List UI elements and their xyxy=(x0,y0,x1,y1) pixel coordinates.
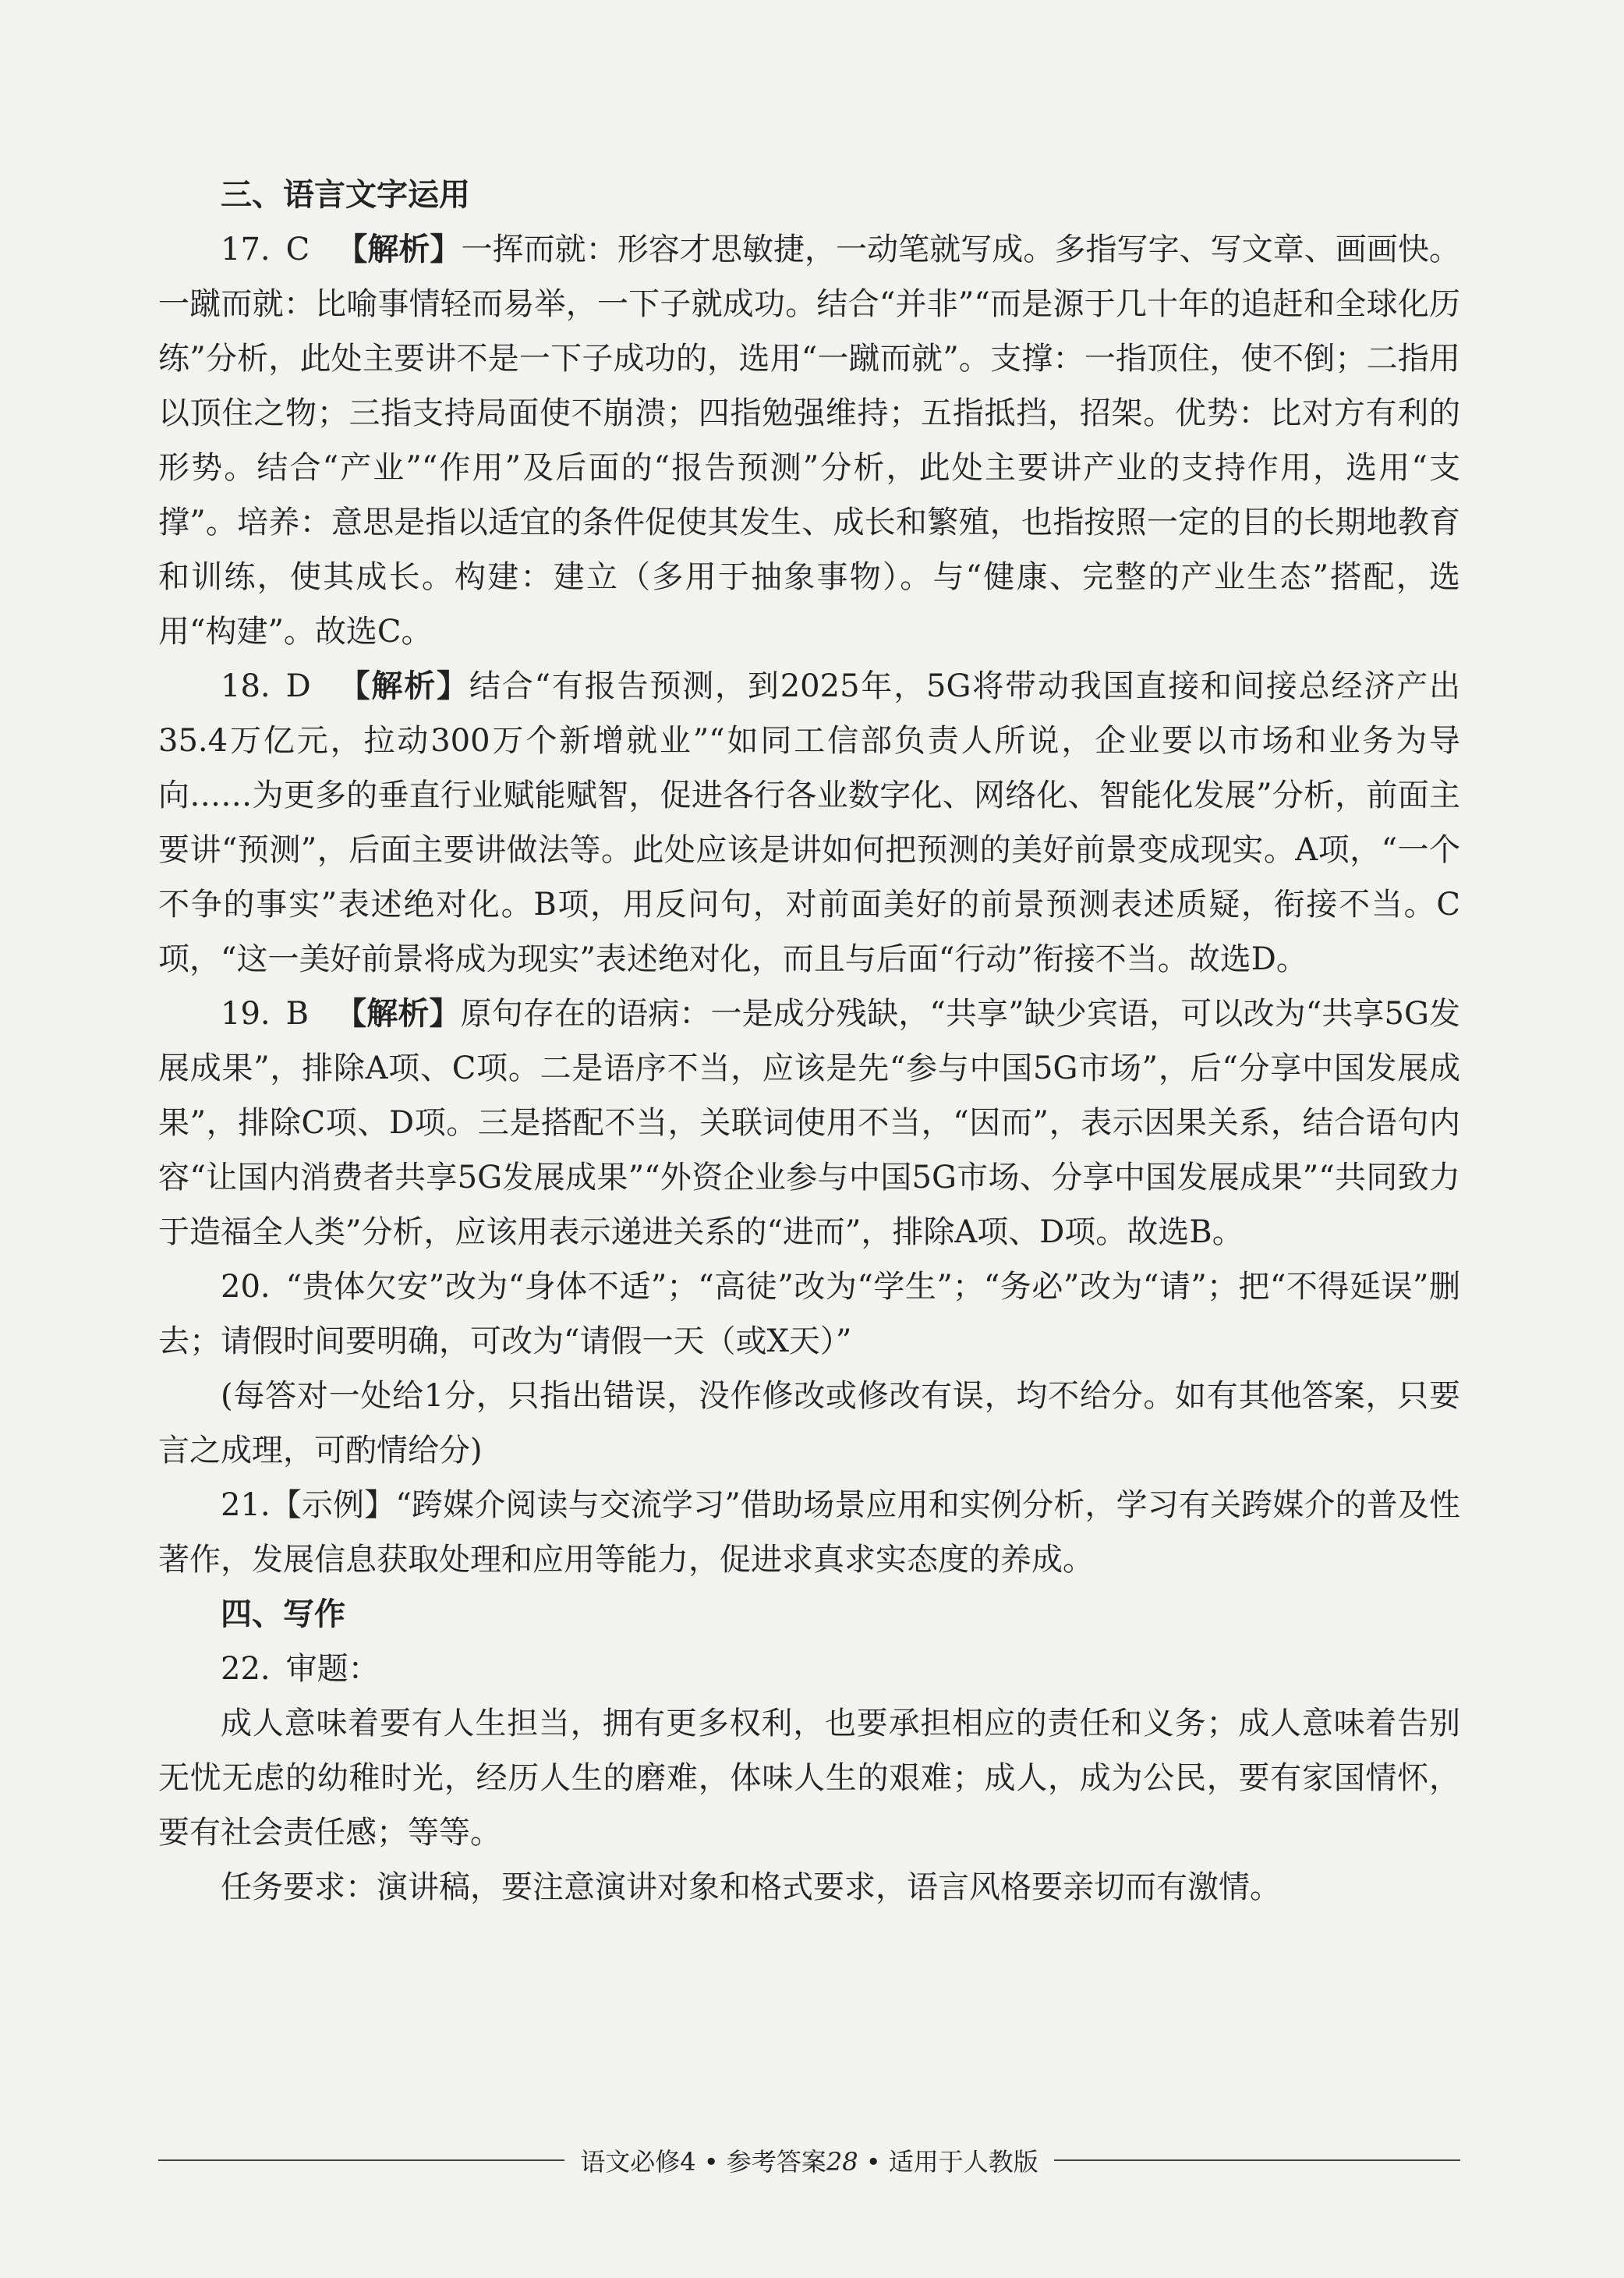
question-number: 22. xyxy=(221,1651,271,1687)
analysis-text: 原句存在的语病：一是成分残缺，“共享”缺少宾语，可以改为“共享5G发展成果”，排除A项、C项。二是语序不当，应该是先“参与中国5G市场”，后“分享中国发展成果”，排除C项、D项。三是搭配不当，关联词使用不当，“因而”，表示因果关系，结合语句内容“让国内消费者共享5G发展成果”“外资企业参与中国5G市场、分享中国发展成果”“共同致力于造福全人类”分析，应该用表示递进关系的“进而”，排除A项、D项。故选B。 xyxy=(158,996,1461,1250)
question-number: 18. xyxy=(221,668,271,704)
footer-rule-right xyxy=(1054,2159,1460,2161)
example-text: “跨媒介阅读与交流学习”借助场景应用和实例分析，学习有关跨媒介的普及性著作，发展信息获取处理和应用等能力，促进求真求实态度的养成。 xyxy=(158,1487,1460,1578)
footer-separator: • xyxy=(703,2147,719,2177)
section-heading-language-use: 三、语言文字运用 xyxy=(221,177,470,213)
example-tag: 【示例】 xyxy=(270,1487,396,1523)
analysis-text: 结合“有报告预测，到2025年，5G将带动我国直接和间接总经济产出35.4万亿元，拉动300万个新增就业”“如同工信部负责人所说，企业要以市场和业务为导向……为更多的垂直行业赋能赋智，促进各行各业数字化、网络化、智能化发展”分析，前面主要讲“预测”，后面主要讲做法等。此处应该是讲如何把预测的美好前景变成现实。A项，“一个不争的事实”表述绝对化。B项，用反问句，对前面美好的前景预测表述质疑，衔接不当。C项，“这一美好前景将成为现实”表述绝对化，而且与后面“行动”衔接不当。故选D。 xyxy=(158,668,1461,977)
page-number: 28 xyxy=(826,2147,858,2177)
answer-letter: C xyxy=(285,232,310,267)
question-19 xyxy=(158,987,1460,1259)
section-heading-writing: 四、写作 xyxy=(221,1596,345,1632)
footer-subject: 语文必修4 xyxy=(580,2147,696,2177)
answer-letter: D xyxy=(285,668,311,704)
answer-text: “贵体欠安”改为“身体不适”；“高徒”改为“学生”；“务必”改为“请”；把“不得延误”删去；请假时间要明确，可改为“请假一天（或X天）” xyxy=(158,1269,1460,1359)
analysis-tag: 【解析】 xyxy=(337,668,469,704)
footer-label xyxy=(564,2142,1054,2178)
answer-content xyxy=(158,168,1460,1915)
question-20 xyxy=(158,1259,1460,1369)
question-number: 20. xyxy=(221,1269,271,1305)
analysis-tag: 【解析】 xyxy=(335,996,461,1032)
question-20-scoring-note: (每答对一处给1分，只指出错误，没作修改或修改有误，均不给分。如有其他答案，只要言之成理，可酌情给分) xyxy=(158,1378,1460,1468)
question-22 xyxy=(158,1642,1460,1696)
question-22-analysis: 成人意味着要有人生担当，拥有更多权利，也要承担相应的责任和义务；成人意味着告别无忧无虑的幼稚时光，经历人生的磨难，体味人生的艰难；成人，成为公民，要有家国情怀，要有社会责任感；等等。 xyxy=(158,1706,1460,1851)
footer-answer-label: 参考答案 xyxy=(726,2147,826,2177)
page-footer xyxy=(158,2141,1460,2180)
analysis-tag: 【解析】 xyxy=(336,232,462,267)
question-number: 17. xyxy=(221,232,271,267)
analysis-text: 一挥而就：形容才思敏捷，一动笔就写成。多指写字、写文章、画画快。一蹴而就：比喻事情轻而易举，一下子就成功。结合“并非”“而是源于几十年的追赶和全球化历练”分析，此处主要讲不是一下子成功的，选用“一蹴而就”。支撑：一指顶住，使不倒；二指用以顶住之物；三指支持局面使不崩溃；四指勉强维持；五指抵挡，招架。优势：比对方有利的形势。结合“产业”“作用”及后面的“报告预测”分析，此处主要讲产业的支持作用，选用“支撑”。培养：意思是指以适宜的条件促使其发生、成长和繁殖，也指按照一定的目的长期地教育和训练，使其成长。构建：建立（多用于抽象事物）。与“健康、完整的产业生态”搭配，选用“构建”。故选C。 xyxy=(158,232,1461,650)
question-21 xyxy=(158,1478,1460,1587)
question-22-label: 审题： xyxy=(285,1651,380,1687)
question-number: 19. xyxy=(221,996,271,1032)
question-22-task: 任务要求：演讲稿，要注意演讲对象和格式要求，语言风格要亲切而有激情。 xyxy=(221,1869,1281,1905)
question-number: 21. xyxy=(221,1487,271,1523)
footer-separator: • xyxy=(865,2147,881,2177)
question-18 xyxy=(158,659,1460,987)
answer-letter: B xyxy=(285,996,310,1032)
footer-rule-left xyxy=(158,2159,564,2161)
question-17 xyxy=(158,222,1460,659)
footer-edition: 适用于人教版 xyxy=(888,2147,1038,2177)
